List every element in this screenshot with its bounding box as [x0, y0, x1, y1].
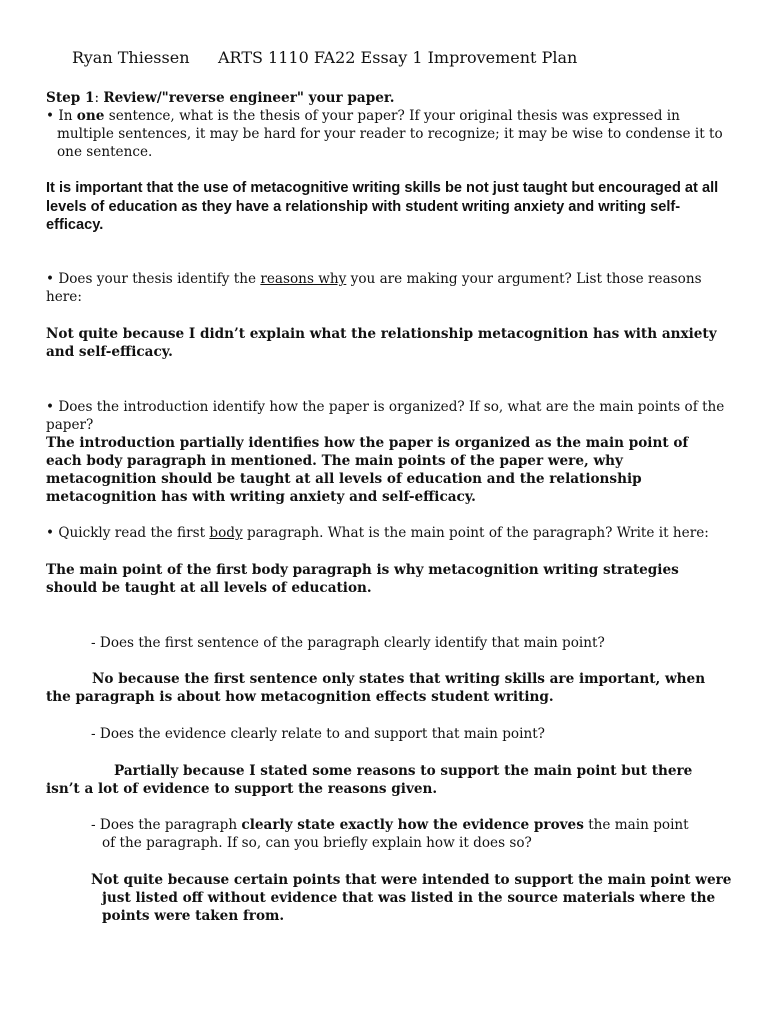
question-proves-pre: - Does the paragraph [91, 817, 242, 833]
question-proves [91, 816, 702, 852]
answer-proves: Not quite because certain points that were intended to support the main point were just listed off without evidence that was listed in the source materials where the points were taken from. [91, 872, 732, 924]
question-thesis-bold: one [76, 108, 105, 124]
question-first-sentence: - Does the first sentence of the paragraph clearly identify that main point? [91, 635, 605, 651]
question-body-post: paragraph. What is the main point of the paragraph? Write it here: [242, 525, 709, 541]
answer-intro: The introduction partially identifies how the paper is organized as the main point of each body paragraph in mentioned. The main points of the paper were, why metacognition should be taught at all levels of education and the relationship metacognition has with writing anxiety and self-efficacy. [46, 435, 689, 505]
question-proves-post: the main point of the paragraph. If so, can you briefly explain how it does so? [102, 817, 689, 851]
step1-title: Review/"reverse engineer" your paper. [103, 90, 395, 106]
answer-body: The main point of the first body paragraph is why metacognition writing strategies should be taught at all levels of education. [46, 562, 679, 596]
step1-colon: : [94, 90, 104, 106]
question-body [46, 524, 726, 542]
step1-label: Step 1 [46, 90, 95, 106]
question-thesis-pre: • In [46, 108, 77, 124]
question-reasons-pre: • Does your thesis identify the [46, 271, 261, 287]
question-proves-bold: clearly state exactly how the evidence proves [241, 817, 584, 833]
answer-evidence: Partially because I stated some reasons to support the main point but there isn’t a lot of evidence to support the reasons given. [46, 763, 693, 797]
question-reasons [46, 270, 726, 306]
step1-heading [46, 89, 726, 107]
answer-reasons: Not quite because I didn’t explain what the relationship metacognition has with anxiety and self-efficacy. [46, 326, 717, 360]
question-reasons-underlined: reasons why [260, 271, 347, 287]
question-evidence: - Does the evidence clearly relate to and support that main point? [91, 726, 545, 742]
answer-first-sentence: No because the first sentence only states that writing skills are important, when the paragraph is about how metacognition effects student writing. [46, 671, 706, 705]
question-thesis-rest: sentence, what is the thesis of your paper? If your original thesis was expressed in multiple sentences, it may be hard for your reader to recognize; it may be wise to condense it to one sentence. [57, 108, 723, 160]
answer-thesis: It is important that the use of metacognitive writing skills be not just taught but encouraged at all levels of education as they have a relationship with student writing anxiety and writing self-efficacy. [46, 180, 719, 233]
question-reasons-post: you are making your argument? List those reasons here: [46, 271, 702, 305]
question-body-pre: • Quickly read the first [46, 525, 210, 541]
question-intro: • Does the introduction identify how the paper is organized? If so, what are the main points of the paper? [46, 399, 725, 433]
question-body-underlined: body [209, 525, 243, 541]
question-thesis [46, 107, 737, 161]
student-name: Ryan Thiessen [72, 48, 190, 67]
course-title: ARTS 1110 FA22 Essay 1 Improvement Plan [218, 48, 578, 67]
